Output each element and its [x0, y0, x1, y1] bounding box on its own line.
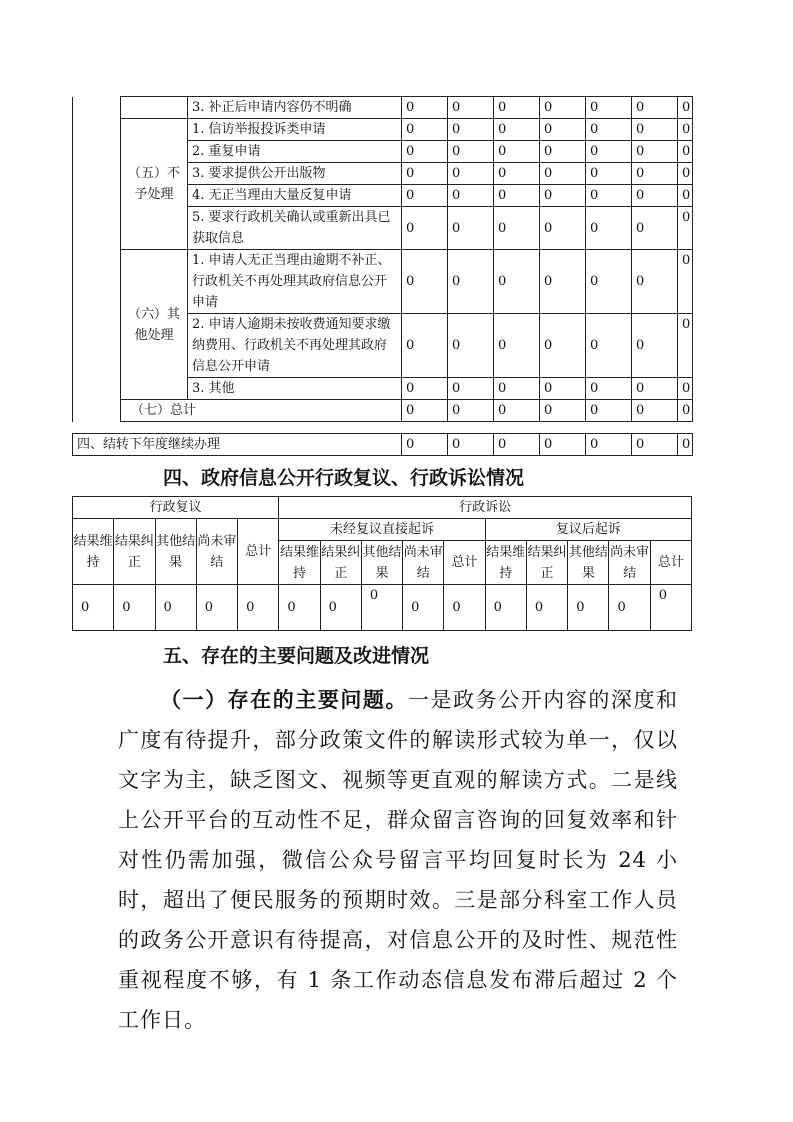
cell-label: 其他结果	[568, 541, 609, 585]
cell-value: 0	[526, 585, 567, 631]
cell-label: 总计	[238, 519, 279, 585]
table-row	[73, 97, 693, 119]
cell-label: 3. 要求提供公开出版物	[188, 163, 402, 185]
cell-value: 0	[485, 585, 526, 631]
cell-value: 0	[678, 119, 693, 141]
cell-label: 结果维持	[485, 541, 526, 585]
cell-value: 0	[361, 585, 402, 631]
cell-label: 4. 无正当理由大量反复申请	[188, 185, 402, 207]
cell-value: 0	[494, 119, 540, 141]
cell-value: 0	[632, 434, 678, 456]
table-row	[73, 119, 693, 141]
cell-value: 0	[586, 250, 632, 314]
cell-label: 行政诉讼	[279, 497, 692, 519]
table-row	[73, 250, 693, 314]
table-row	[73, 400, 693, 422]
cell-label: 尚未审结	[403, 541, 444, 585]
cell-value: 0	[448, 378, 494, 400]
cell-value: 0	[678, 163, 693, 185]
group-label: （五）不予处理	[121, 119, 188, 250]
cell-label: 未经复议直接起诉	[279, 519, 485, 541]
cell-value: 0	[540, 434, 586, 456]
cell-value: 0	[609, 585, 650, 631]
cell-value: 0	[448, 185, 494, 207]
cell-value: 0	[632, 378, 678, 400]
cell-value: 0	[402, 207, 448, 250]
cell-value: 0	[650, 585, 691, 631]
cell-label: 结果维持	[73, 519, 114, 585]
cell-value: 0	[494, 250, 540, 314]
cell-value: 0	[540, 97, 586, 119]
cell-label: 1. 申请人无正当理由逾期不补正、行政机关不再处理其政府信息公开申请	[188, 250, 402, 314]
cell-value: 0	[678, 207, 693, 250]
cell-value: 0	[632, 141, 678, 163]
cell-value: 0	[402, 250, 448, 314]
cell-value: 0	[494, 97, 540, 119]
paragraph-lead: （一）存在的主要问题。	[160, 688, 408, 712]
cell-value: 0	[632, 97, 678, 119]
cell-value: 0	[402, 119, 448, 141]
cell-value: 0	[403, 585, 444, 631]
cell-value: 0	[678, 378, 693, 400]
row-label: 3. 补正后申请内容仍不明确	[188, 97, 402, 119]
paragraph-body: 一是政务公开内容的深度和广度有待提升，部分政策文件的解读形式较为单一，仅以文字为主，缺乏图文、视频等更直观的解读方式。二是线上公开平台的互动性不足，群众留言咨询的回复效率和针对性仍需加强，微信公众号留言平均回复时长为 24 小时，超出了便民服务的预期时效。三是部分科室工作人员的政务公开意识有待提高，对信息公开的及时性、规范性重视程度不够，有 1 条工作动态信息发布滞后超过 2 个工作日。	[118, 688, 678, 1032]
cell-value: 0	[402, 97, 448, 119]
cell-value: 0	[678, 314, 693, 378]
cell-label: 其他结果	[361, 541, 402, 585]
cell-label: 2. 重复申请	[188, 141, 402, 163]
cell-value: 0	[494, 141, 540, 163]
cell-value: 0	[402, 378, 448, 400]
cell-value: 0	[540, 400, 586, 422]
cell-value: 0	[678, 141, 693, 163]
cell-value: 0	[678, 434, 693, 456]
cell-value: 0	[196, 585, 237, 631]
cell-label	[121, 97, 188, 119]
cell-value: 0	[402, 163, 448, 185]
cell-value: 0	[632, 119, 678, 141]
cell-value: 0	[586, 185, 632, 207]
cell-value: 0	[402, 314, 448, 378]
cell-label: 5. 要求行政机关确认或重新出具已获取信息	[188, 207, 402, 250]
cell-value: 0	[540, 250, 586, 314]
cell-value: 0	[402, 185, 448, 207]
cell-value: 0	[494, 314, 540, 378]
cell-value: 0	[494, 185, 540, 207]
cell-value: 0	[494, 163, 540, 185]
cell-value: 0	[586, 314, 632, 378]
cell-value: 0	[402, 434, 448, 456]
cell-value: 0	[279, 585, 320, 631]
cell-label: 2. 申请人逾期未按收费通知要求缴纳费用、行政机关不再处理其政府信息公开申请	[188, 314, 402, 378]
cell-value: 0	[678, 250, 693, 314]
cell-value: 0	[402, 400, 448, 422]
cell-label: 尚未审结	[609, 541, 650, 585]
cell-value: 0	[586, 434, 632, 456]
cell-value: 0	[586, 207, 632, 250]
cell-value: 0	[494, 400, 540, 422]
cell-label: 其他结果	[155, 519, 196, 585]
group-label: （六）其他处理	[121, 250, 188, 400]
cell-label	[73, 97, 121, 422]
cell-value: 0	[448, 314, 494, 378]
cell-value: 0	[540, 119, 586, 141]
application-handling-table	[72, 96, 693, 422]
cell-value: 0	[586, 97, 632, 119]
cell-value: 0	[540, 163, 586, 185]
cell-value: 0	[448, 207, 494, 250]
cell-value: 0	[568, 585, 609, 631]
cell-label: 1. 信访举报投诉类申请	[188, 119, 402, 141]
cell-label: 行政复议	[73, 497, 279, 519]
cell-value: 0	[632, 250, 678, 314]
cell-label: 尚未审结	[196, 519, 237, 585]
cell-value: 0	[632, 163, 678, 185]
cell-value: 0	[494, 434, 540, 456]
cell-value: 0	[540, 378, 586, 400]
cell-value: 0	[540, 141, 586, 163]
cell-value: 0	[238, 585, 279, 631]
cell-value: 0	[494, 378, 540, 400]
cell-value: 0	[586, 163, 632, 185]
cell-value: 0	[73, 585, 114, 631]
cell-value: 0	[448, 250, 494, 314]
cell-value: 0	[586, 378, 632, 400]
cell-value: 0	[678, 97, 693, 119]
cell-label: 结果纠正	[526, 541, 567, 585]
cell-label: 结果纠正	[114, 519, 155, 585]
carry-over-table	[72, 433, 693, 456]
cell-value: 0	[448, 119, 494, 141]
cell-value: 0	[586, 400, 632, 422]
section5-title: 五、存在的主要问题及改进情况	[163, 645, 430, 667]
cell-value: 0	[114, 585, 155, 631]
cell-value: 0	[448, 141, 494, 163]
cell-value: 0	[155, 585, 196, 631]
carry-label: 四、结转下年度继续办理	[73, 434, 402, 456]
cell-value: 0	[632, 207, 678, 250]
cell-value: 0	[632, 185, 678, 207]
cell-value: 0	[540, 314, 586, 378]
cell-value: 0	[540, 207, 586, 250]
cell-value: 0	[448, 163, 494, 185]
table-row	[73, 434, 693, 456]
cell-value: 0	[586, 141, 632, 163]
cell-label: 结果纠正	[320, 541, 361, 585]
cell-label: 复议后起诉	[485, 519, 691, 541]
cell-value: 0	[586, 119, 632, 141]
cell-value: 0	[444, 585, 485, 631]
problems-paragraph	[118, 680, 678, 1040]
cell-value: 0	[320, 585, 361, 631]
cell-value: 0	[678, 400, 693, 422]
cell-label: 总计	[650, 541, 691, 585]
cell-label: 3. 其他	[188, 378, 402, 400]
cell-value: 0	[540, 185, 586, 207]
cell-label: 总计	[444, 541, 485, 585]
cell-label: 结果维持	[279, 541, 320, 585]
cell-value: 0	[448, 434, 494, 456]
cell-value: 0	[678, 185, 693, 207]
review-litigation-table	[72, 496, 692, 631]
section4-title: 四、政府信息公开行政复议、行政诉讼情况	[163, 467, 525, 489]
total-label: （七）总计	[121, 400, 402, 422]
cell-value: 0	[632, 400, 678, 422]
cell-value: 0	[632, 314, 678, 378]
cell-value: 0	[402, 141, 448, 163]
cell-value: 0	[448, 97, 494, 119]
cell-value: 0	[494, 207, 540, 250]
cell-value: 0	[448, 400, 494, 422]
